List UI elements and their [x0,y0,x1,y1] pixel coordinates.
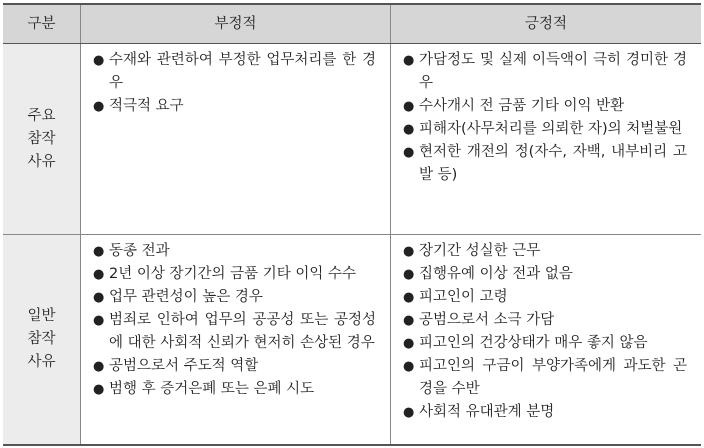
list-item: ● 피해자(사무처리를 의뢰한 자)의 처벌불원 [403,118,687,141]
bullet-icon: ● [93,267,105,282]
row-category-major [3,44,81,235]
general-negative-cell [81,235,391,446]
bullet-icon: ● [403,122,415,137]
major-positive-cell [391,44,702,235]
category-line: 참작 [27,331,56,347]
table-row [3,44,701,235]
bullet-icon: ● [93,53,105,68]
bullet-icon: ● [403,99,415,114]
bullet-icon: ● [403,336,415,351]
bullet-icon: ● [403,244,415,259]
list-item: ● 공범으로서 소극 가담 [403,309,687,332]
bullet-icon: ● [93,290,105,305]
list-item: ● 범죄로 인하여 업무의 공공성 또는 공정성에 대한 사회적 신뢰가 현저히 손상된 경우 [93,309,376,355]
list-item: ● 2년 이상 장기간의 금품 기타 이익 수수 [93,263,376,286]
list-item: ● 동종 전과 [93,240,376,263]
list-item: ● 현저한 개전의 정(자수, 자백, 내부비리 고발 등) [403,141,687,187]
general-positive-cell [391,235,702,446]
bullet-icon: ● [403,53,415,68]
list-item: ● 수재와 관련하여 부정한 업무처리를 한 경우 [93,49,376,95]
header-negative: 부정적 [81,4,391,44]
list-item: ● 범행 후 증거은폐 또는 은폐 시도 [93,378,376,401]
bullet-icon: ● [93,359,105,374]
list-item: ● 업무 관련성이 높은 경우 [93,286,376,309]
bullet-icon: ● [403,267,415,282]
category-line: 사유 [27,354,56,370]
row-category-general [3,235,81,446]
list-item: ● 장기간 성실한 근무 [403,240,687,263]
bullet-icon: ● [403,313,415,328]
category-line: 일반 [27,308,56,324]
bullet-icon: ● [93,313,105,328]
bullet-icon: ● [93,244,105,259]
major-negative-cell [81,44,391,235]
category-line: 사유 [27,153,56,170]
header-category: 구분 [3,4,81,44]
bullet-icon: ● [403,145,415,160]
category-line: 참작 [27,130,56,147]
list-item: ● 집행유예 이상 전과 없음 [403,263,687,286]
list-item: ● 가담정도 및 실제 이득액이 극히 경미한 경우 [403,49,687,95]
list-item: ● 피고인의 구금이 부양가족에게 과도한 곤경을 수반 [403,355,687,401]
sentencing-factors-table [3,3,701,446]
bullet-icon: ● [403,359,415,374]
list-item: ● 적극적 요구 [93,95,376,118]
list-item: ● 수사개시 전 금품 기타 이익 반환 [403,95,687,118]
list-item: ● 사회적 유대관계 분명 [403,401,687,424]
header-row [3,4,701,44]
bullet-icon: ● [93,382,105,397]
table-row [3,235,701,446]
bullet-icon: ● [403,290,415,305]
bullet-icon: ● [93,99,105,114]
header-positive: 긍정적 [391,4,702,44]
list-item: ● 피고인이 고령 [403,286,687,309]
bullet-icon: ● [403,405,415,420]
list-item: ● 공범으로서 주도적 역할 [93,355,376,378]
category-line: 주요 [27,107,56,124]
list-item: ● 피고인의 건강상태가 매우 좋지 않음 [403,332,687,355]
